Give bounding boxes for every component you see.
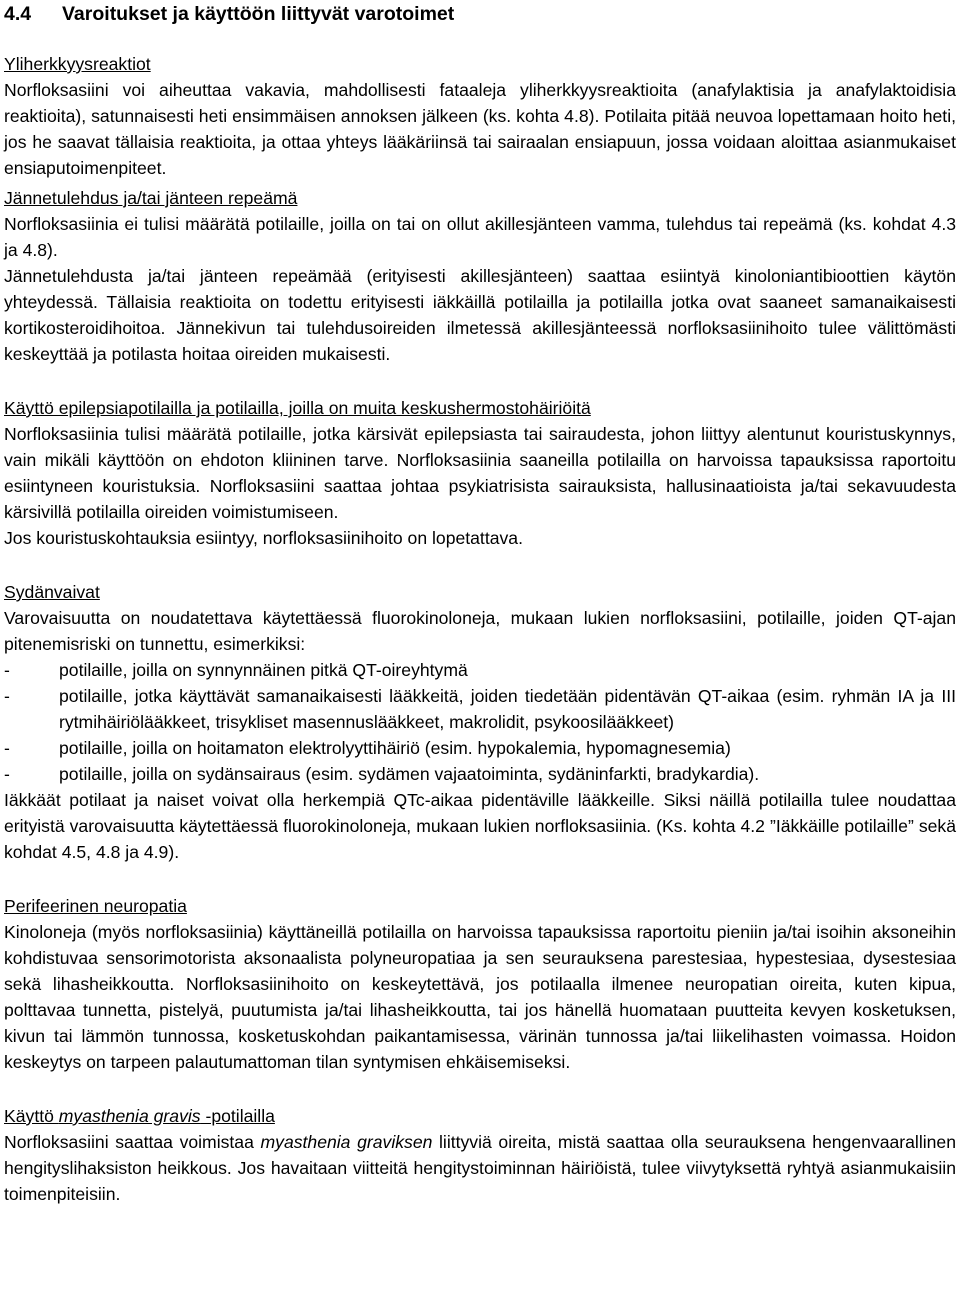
list-item: [4, 761, 956, 787]
heading-myasthenia-pre: Käyttö: [4, 1106, 59, 1126]
paragraph-cardiac-outro: Iäkkäät potilaat ja naiset voivat olla herkempiä QTc-aikaa pidentäville lääkkeille. Siksi näillä potilailla tulee noudattaa erityistä varovaisuutta käytettäessä fluorokinoloneja, mukaan lukien norfloksasiinia. (Ks. kohta 4.2 ”Iäkkäille potilaille” sekä kohdat 4.5, 4.8 ja 4.9).: [4, 790, 956, 862]
paragraph-tendon-1: Norfloksasiinia ei tulisi määrätä potilaille, joilla on tai on ollut akillesjänteen vamma, tulehdus tai repeämä (ks. kohdat 4.3 ja 4.8).: [4, 214, 956, 260]
paragraph-myasthenia-em: myasthenia graviksen: [260, 1132, 433, 1152]
heading-cardiac: Sydänvaivat: [4, 582, 100, 602]
paragraph-hypersensitivity: Norfloksasiini voi aiheuttaa vakavia, mahdollisesti fataaleja yliherkkyysreaktioita (anafylaktisia ja anafylaktoidisia reaktioita), satunnaisesti heti ensimmäisen annoksen jälkeen (ks. kohta 4.8). Potilaita pitää neuvoa lopettamaan hoito heti, jos he saavat tällaisia reaktioita, ja ottaa yhteys lääkäriinsä tai sairaalan ensiapuun, jossa voidaan aloittaa asianmukaiset ensiaputoimenpiteet.: [4, 80, 956, 178]
list-item: [4, 657, 956, 683]
heading-epilepsy: Käyttö epilepsiapotilailla ja potilailla, joilla on muita keskushermostohäiriöitä: [4, 398, 591, 418]
heading-tendon: Jännetulehdus ja/tai jänteen repeämä: [4, 188, 298, 208]
paragraph-cardiac-intro: Varovaisuutta on noudatettava käytettäessä fluorokinoloneja, mukaan lukien norfloksasiini, potilaille, joiden QT-ajan pitenemisriski on tunnettu, esimerkiksi:: [4, 608, 956, 654]
list-dash: -: [4, 660, 10, 680]
paragraph-myasthenia-pre: Norfloksasiini saattaa voimistaa: [4, 1132, 261, 1152]
list-item: [4, 735, 956, 761]
list-item-text: potilaille, joilla on hoitamaton elektrolyyttihäiriö (esim. hypokalemia, hypomagnesemia): [59, 738, 731, 758]
section-number: 4.4: [4, 3, 32, 25]
section-title-text: Varoitukset ja käyttöön liittyvät varotoimet: [62, 3, 455, 25]
paragraph-epilepsy-2: Jos kouristuskohtauksia esiintyy, norfloksasiinihoito on lopetattava.: [4, 528, 523, 548]
list-item: [4, 683, 956, 735]
list-dash: -: [4, 686, 10, 706]
heading-myasthenia: [4, 1103, 956, 1129]
heading-hypersensitivity: Yliherkkyysreaktiot: [4, 54, 151, 74]
heading-myasthenia-post: -potilailla: [200, 1106, 275, 1126]
list-dash: -: [4, 738, 10, 758]
paragraph-myasthenia: [4, 1129, 956, 1207]
heading-myasthenia-em: myasthenia gravis: [58, 1106, 201, 1126]
cardiac-risk-list: [4, 657, 956, 787]
paragraph-epilepsy-1: Norfloksasiinia tulisi määrätä potilaille, jotka kärsivät epilepsiasta tai sairaudesta, johon liittyy alentunut kouristuskynnys, vain mikäli käyttöön on ehdoton kliininen tarve. Norfloksasiinia saaneilla potilailla on harvoissa tapauksissa raportoitu esiintyneen kouristuksia. Norfloksasiini saattaa johtaa psykiatrisista sairauksista, hallusinaatioista ja/tai sekavuudesta kärsivillä potilailla oireiden voimistumiseen.: [4, 424, 956, 522]
heading-neuropathy: Perifeerinen neuropatia: [4, 896, 187, 916]
section-title: [4, 0, 956, 27]
paragraph-neuropathy: Kinoloneja (myös norfloksasiinia) käyttäneillä potilailla on harvoissa tapauksissa raportoitu pieniin ja/tai isoihin aksoneihin kohdistuvaa sensorimotorista aksonaalista polyneuropatiaa ja sen seurauksena parestesiaa, hypestesiaa, dysestesiaa sekä lihasheikkoutta. Norfloksasiinihoito on keskeytettävä, jos potilaalla ilmenee neuropatian oireita, kuten kipua, polttavaa tunnetta, pistelyä, puutumista ja/tai lihasheikkoutta, tai jos hänellä huomataan puutteita kevyen kosketuksen, kivun tai lämmön tunnossa, kosketuskohdan paikantamisessa, värinän tunnossa ja/tai liikelihasten voimassa. Hoidon keskeytys on tarpeen palautumattoman tilan syntymisen ehkäisemiseksi.: [4, 922, 956, 1072]
paragraph-tendon-2: Jännetulehdusta ja/tai jänteen repeämää (erityisesti akillesjänteen) saattaa esiintyä kinoloniantibioottien käytön yhteydessä. Tällaisia reaktioita on todettu erityisesti iäkkäillä potilailla ja potilailla jotka ovat saaneet samanaikaisesti kortikosteroidihoitoa. Jännekivun tai tulehdusoireiden ilmetessä akillesjänteessä norfloksasiinihoito tulee välittömästi keskeyttää ja potilasta hoitaa oireiden mukaisesti.: [4, 266, 956, 364]
paragraph-myasthenia-post: liittyviä oireita, mistä saattaa olla seurauksena hengenvaarallinen hengityslihaksiston heikkous. Jos havaitaan viitteitä hengitystoiminnan häiriöistä, tulee viivytyksettä ryhtyä asianmukaisiin toimenpiteisiin.: [4, 1132, 956, 1204]
list-dash: -: [4, 764, 10, 784]
list-item-text: potilaille, joilla on sydänsairaus (esim. sydämen vajaatoiminta, sydäninfarkti, bradykardia).: [59, 764, 760, 784]
list-item-text: potilaille, jotka käyttävät samanaikaisesti lääkkeitä, joiden tiedetään pidentävän QT-aikaa (esim. ryhmän IA ja III rytmihäiriölääkkeet, trisykliset masennuslääkkeet, makrolidit, psykoosilääkkeet): [59, 686, 956, 732]
list-item-text: potilaille, joilla on synnynnäinen pitkä QT-oireyhtymä: [59, 660, 468, 680]
